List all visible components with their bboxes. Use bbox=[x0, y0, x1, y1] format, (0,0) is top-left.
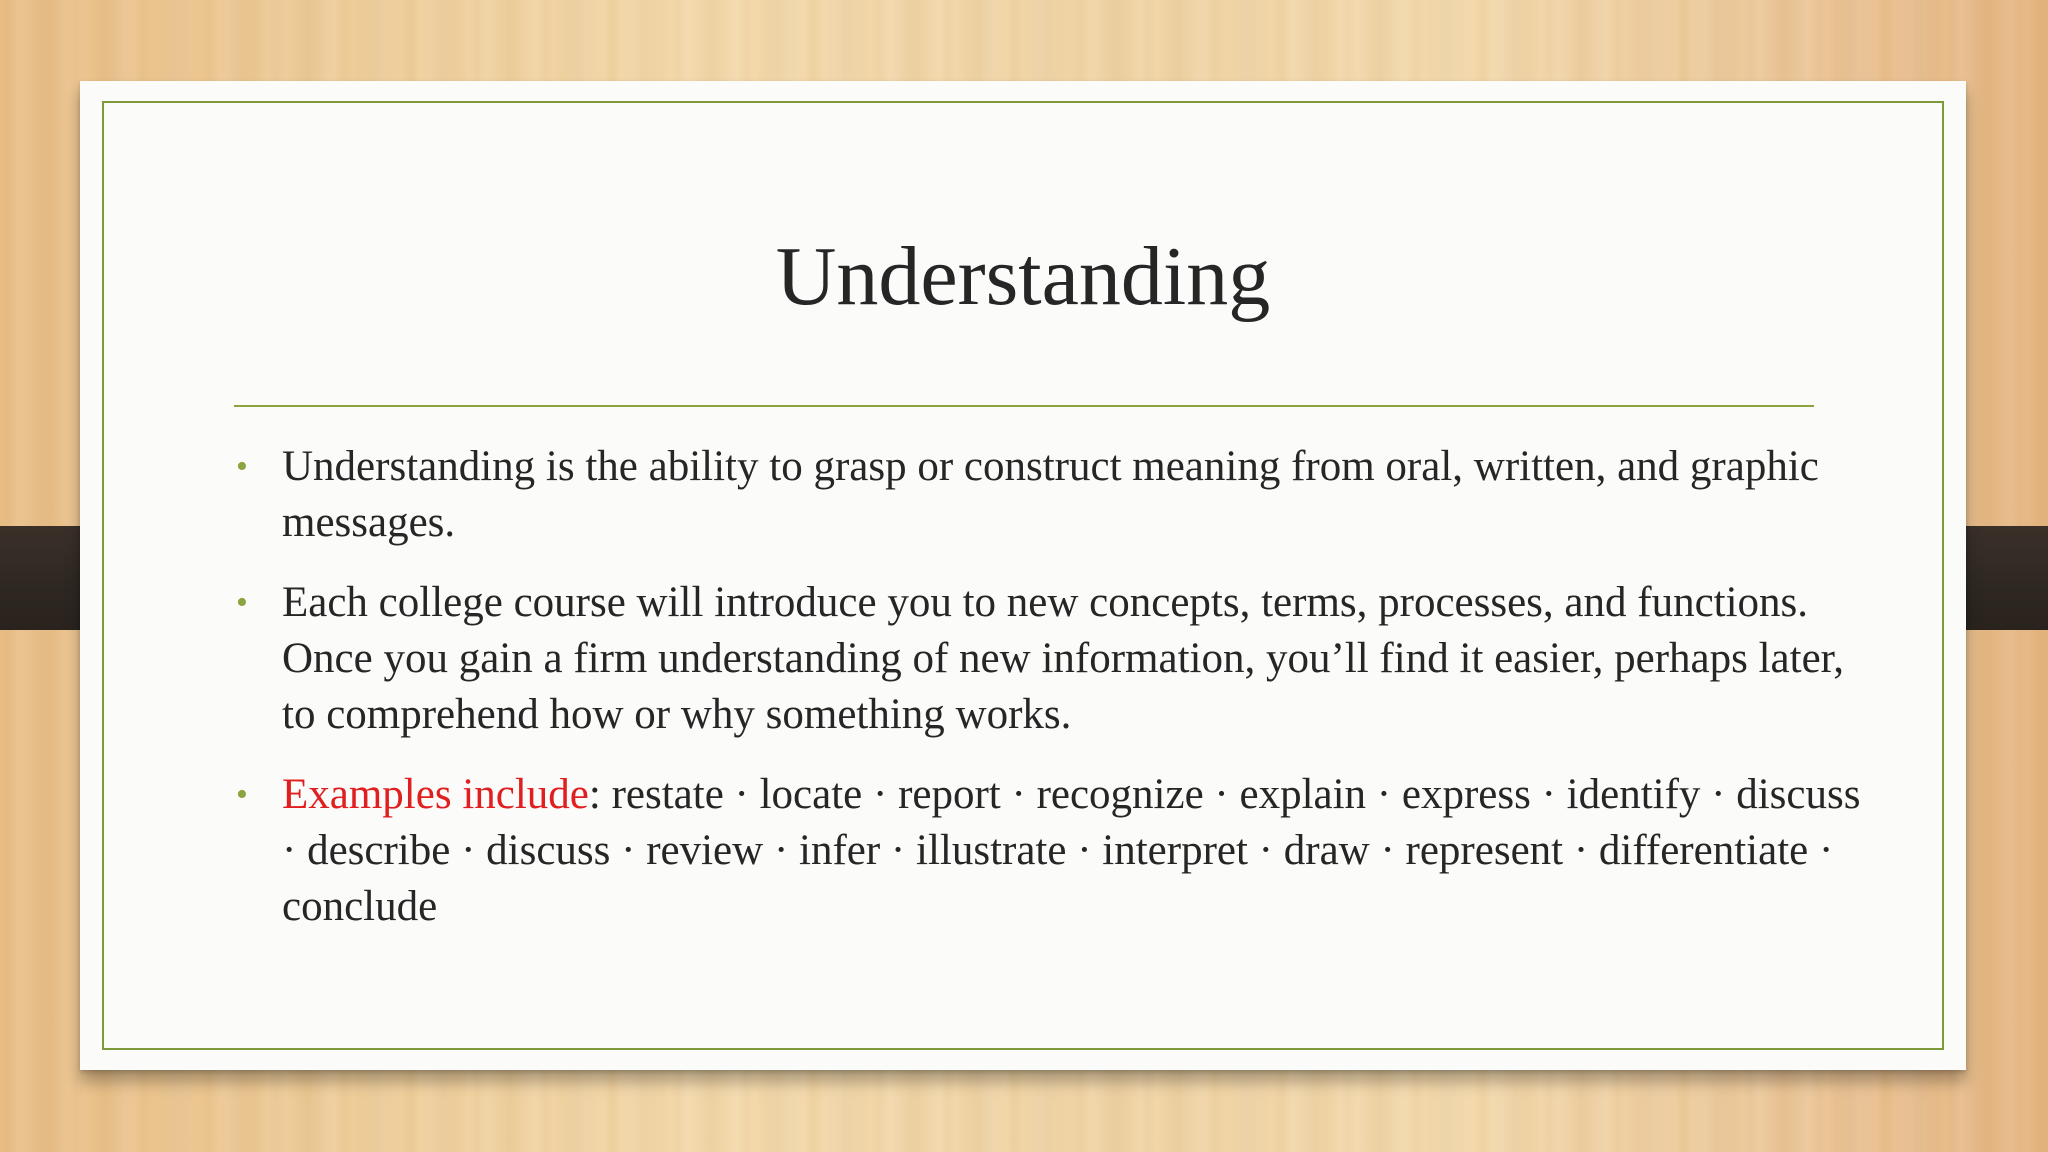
bullet-dot-icon: • bbox=[236, 584, 248, 621]
slide-title: Understanding bbox=[775, 230, 1271, 323]
bullet-text: Understanding is the ability to grasp or construct meaning from oral, written, and graphic messages. bbox=[282, 443, 1819, 546]
bullet-item bbox=[234, 439, 1874, 551]
title-divider bbox=[234, 405, 1814, 407]
bullet-dot-icon: • bbox=[236, 776, 248, 813]
examples-label: Examples include bbox=[282, 771, 589, 818]
slide bbox=[80, 81, 1966, 1070]
bullet-item bbox=[234, 767, 1874, 935]
bullet-item bbox=[234, 575, 1874, 743]
bullet-text: Each college course will introduce you to new concepts, terms, processes, and functions. Once you gain a firm understanding of new information, you’ll find it easier, perhaps later, to comprehend how or why something works. bbox=[282, 579, 1845, 738]
bullet-dot-icon: • bbox=[236, 448, 248, 485]
bullet-list bbox=[234, 439, 1874, 959]
examples-list-text: : restate · locate · report · recognize · explain · express · identify · discuss · describe · discuss · review · infer · illustrate · interpret · draw · represent · differentiate · conclude bbox=[282, 771, 1861, 930]
